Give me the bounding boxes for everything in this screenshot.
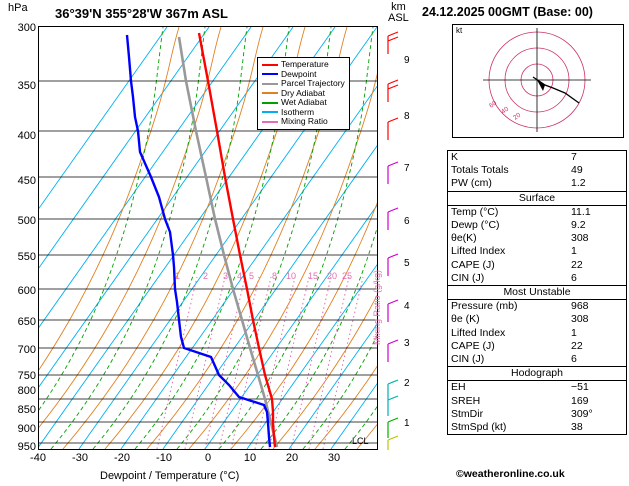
- ytick-500: 500: [17, 215, 36, 227]
- lcl-label: LCL: [352, 436, 369, 446]
- right-panel: [420, 0, 629, 486]
- svg-text:60: 60: [488, 99, 499, 110]
- table-row: StmSpd (kt) 38: [451, 421, 583, 434]
- km-tick-3: 3: [404, 338, 410, 349]
- mix-tick-3: 3: [223, 271, 229, 281]
- mix-tick-1: 1: [175, 271, 181, 281]
- xtick--40: -40: [30, 452, 46, 464]
- table-row: Pressure (mb) 968: [451, 300, 589, 313]
- most-unstable-section-title: Most Unstable: [448, 286, 626, 300]
- indices-table: [447, 150, 627, 435]
- km-tick-4: 4: [404, 301, 410, 312]
- ytick-950: 950: [17, 441, 36, 453]
- xtick-0: 0: [204, 452, 212, 464]
- table-row: EH −51: [451, 381, 589, 394]
- legend-item-dry-adiabat: Dry Adiabat: [262, 89, 345, 99]
- mix-tick-2: 2: [203, 271, 209, 281]
- pressure-unit-label: hPa: [8, 2, 28, 14]
- surface-section-title: Surface: [448, 191, 626, 205]
- hodograph: [452, 24, 624, 138]
- ytick-800: 800: [17, 385, 36, 397]
- xtick--10: -10: [156, 452, 172, 464]
- svg-text:40: 40: [500, 105, 511, 116]
- mix-tick-15: 15: [308, 271, 319, 281]
- hodograph-unit-label: kt: [456, 26, 463, 35]
- table-row: Lifted Index 1: [451, 245, 577, 258]
- table-row: CAPE (J) 22: [451, 339, 583, 352]
- table-row: θe (K) 308: [451, 313, 589, 326]
- mix-tick-10: 10: [286, 271, 297, 281]
- table-row: CIN (J) 6: [451, 353, 577, 366]
- credit: [456, 468, 565, 480]
- table-row: StmDir 309°: [451, 407, 593, 420]
- svg-text:20: 20: [512, 111, 523, 122]
- xtick-10: 10: [243, 452, 257, 464]
- ytick-600: 600: [17, 285, 36, 297]
- table-row: PW (cm) 1.2: [451, 177, 586, 190]
- km-tick-8: 8: [404, 111, 410, 122]
- km-tick-6: 6: [404, 216, 410, 227]
- ytick-400: 400: [17, 130, 36, 142]
- table-row: Lifted Index 1: [451, 326, 577, 339]
- km-unit-label: km ASL: [388, 1, 409, 24]
- ytick-900: 900: [17, 423, 36, 435]
- legend-item-parcel: Parcel Trajectory: [262, 79, 345, 89]
- mix-tick-4: 4: [237, 271, 243, 281]
- wind-barb-column: [378, 26, 420, 450]
- km-tick-1: 1: [404, 418, 410, 429]
- table-row: θe(K) 308: [451, 232, 589, 245]
- ytick-550: 550: [17, 251, 36, 263]
- legend-item-wet-adiabat: Wet Adiabat: [262, 98, 345, 108]
- table-row: Temp (°C) 11.1: [451, 205, 591, 218]
- table-row: SREH 169: [451, 394, 589, 407]
- ytick-750: 750: [17, 370, 36, 382]
- mix-tick-5: 5: [249, 271, 255, 281]
- credit-site: weatheronline.co.uk: [463, 468, 565, 480]
- copyright-symbol: ©: [456, 468, 464, 480]
- legend-item-isotherm: Isotherm: [262, 108, 345, 118]
- table-row: K 7: [451, 151, 577, 163]
- mixing-ratio-axis-title: Mixing Ratio (g/kg): [372, 269, 382, 345]
- table-row: CIN (J) 6: [451, 271, 577, 284]
- ytick-350: 350: [17, 80, 36, 92]
- xtick--30: -30: [72, 452, 88, 464]
- hodograph-section-title: Hodograph: [448, 367, 626, 381]
- datetime-title: 24.12.2025 00GMT (Base: 00): [422, 5, 593, 19]
- legend-item-dewpoint: Dewpoint: [262, 70, 345, 80]
- legend: [257, 57, 350, 130]
- km-tick-7: 7: [404, 163, 410, 174]
- km-tick-2: 2: [404, 378, 410, 389]
- table-row: Dewp (°C) 9.2: [451, 219, 586, 232]
- table-row: Totals Totals 49: [451, 164, 583, 177]
- x-axis-title: Dewpoint / Temperature (°C): [100, 470, 240, 482]
- table-row: CAPE (J) 22: [451, 258, 583, 271]
- station-title: 36°39'N 355°28'W 367m ASL: [55, 6, 228, 21]
- dewpoint-line: [127, 35, 270, 447]
- legend-item-mixing-ratio: Mixing Ratio: [262, 117, 345, 127]
- ytick-850: 850: [17, 404, 36, 416]
- mix-tick-20: 20: [327, 271, 338, 281]
- mix-tick-8: 8: [272, 271, 278, 281]
- xtick-20: 20: [285, 452, 299, 464]
- skewt-plot-area: [38, 26, 378, 450]
- ytick-650: 650: [17, 316, 36, 328]
- mix-tick-25: 25: [342, 271, 353, 281]
- ytick-700: 700: [17, 344, 36, 356]
- km-tick-5: 5: [404, 258, 410, 269]
- ytick-300: 300: [17, 22, 36, 34]
- legend-item-temperature: Temperature: [262, 60, 345, 70]
- ytick-450: 450: [17, 175, 36, 187]
- xtick--20: -20: [114, 452, 130, 464]
- km-tick-9: 9: [404, 55, 410, 66]
- xtick-30: 30: [327, 452, 341, 464]
